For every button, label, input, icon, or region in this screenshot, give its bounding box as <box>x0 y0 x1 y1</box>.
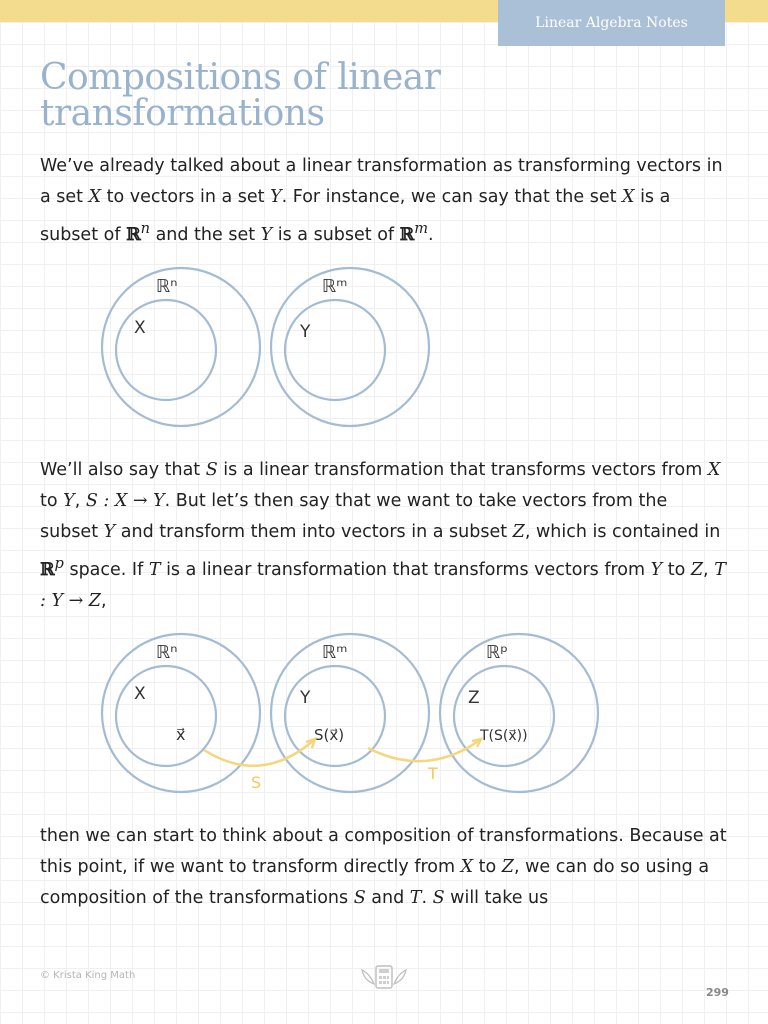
math-space: ℝ <box>399 224 415 245</box>
arrow-s-label: S <box>251 773 262 792</box>
text: We’ll also say that <box>40 460 206 480</box>
text: will take us <box>444 888 549 908</box>
outer-space-circle <box>271 268 429 426</box>
math-var: X <box>460 857 474 877</box>
transformation-paragraph <box>40 455 730 617</box>
math-var: Z <box>512 522 525 542</box>
arrow-s <box>204 740 314 766</box>
text: and the set <box>150 224 261 245</box>
arrow-t-label: T <box>428 764 438 783</box>
math-var: X <box>707 460 721 480</box>
text: then we can start to think about a composition of transformations. Because at this point, if we want to transform directly from <box>40 826 727 877</box>
text: to <box>40 491 64 511</box>
copyright-notice: © Krista King Math <box>40 970 136 981</box>
inner-set-circle <box>285 300 385 400</box>
page-title-line-2: transformations <box>40 93 325 134</box>
page-title <box>40 57 600 134</box>
text: to <box>662 559 691 580</box>
math-var: X <box>622 187 635 207</box>
section-header-label: Linear Algebra Notes <box>535 15 688 31</box>
text: . <box>421 888 433 908</box>
text: , <box>703 559 715 580</box>
subset-diagram <box>96 260 436 430</box>
image-s-label: S(x⃗) <box>314 726 345 744</box>
text: is a linear transformation that transforms vectors from <box>217 460 708 480</box>
math-var: T <box>409 888 422 908</box>
inner-set-circle <box>116 300 216 400</box>
math-space: ℝ <box>40 559 55 580</box>
set-label: X <box>134 318 146 338</box>
text: and transform them into vectors in a subset <box>115 522 513 542</box>
space-label: ℝᵖ <box>486 642 508 663</box>
text: to vectors in a set <box>101 187 271 207</box>
text: , we can do so using a composition of the transformations <box>40 857 710 908</box>
space-label: ℝᵐ <box>322 642 348 663</box>
text: . <box>428 224 434 245</box>
math-var: S <box>353 888 366 908</box>
calculator-logo-icon <box>360 962 408 992</box>
math-var: S <box>432 888 445 908</box>
image-t-label: T(S(x⃗)) <box>480 728 528 744</box>
math-var: X <box>88 187 102 207</box>
math-expression: S : X → Y <box>85 491 165 511</box>
inner-set-circle <box>116 666 216 766</box>
text: , <box>100 590 107 611</box>
math-var: Y <box>260 224 273 245</box>
page-title-line-1: Compositions of linear <box>40 57 441 98</box>
text: , <box>74 491 86 511</box>
math-expression: T : Y → Z <box>40 559 726 611</box>
math-var: Y <box>270 187 282 207</box>
text: and <box>365 888 410 908</box>
space-label: ℝⁿ <box>156 276 178 297</box>
text: . But let’s then say that we want to take vectors from the subset <box>40 491 668 542</box>
intro-paragraph <box>40 151 730 251</box>
math-var: Z <box>690 559 704 580</box>
outer-space-circle <box>102 268 260 426</box>
outer-space-circle <box>271 634 429 792</box>
composition-diagram <box>96 628 606 798</box>
text: is a subset of <box>40 187 671 245</box>
page-number: 299 <box>706 986 729 999</box>
math-var: S <box>205 460 218 480</box>
space-label: ℝⁿ <box>156 642 178 663</box>
composition-paragraph <box>40 821 730 914</box>
math-space: ℝ <box>126 224 141 245</box>
math-exponent: p <box>54 555 64 572</box>
outer-space-circle <box>440 634 598 792</box>
math-var: Y <box>63 491 75 511</box>
math-var: Y <box>103 522 116 542</box>
text: space. If <box>63 559 149 580</box>
text: is a subset of <box>272 224 400 245</box>
text: to <box>473 857 502 877</box>
set-label: X <box>134 684 146 704</box>
section-header-tab <box>498 0 725 46</box>
text: . For instance, we can say that the set <box>281 187 623 207</box>
math-var: Z <box>501 857 514 877</box>
set-label: Y <box>300 688 311 708</box>
space-label: ℝᵐ <box>322 276 348 297</box>
text: is a linear transformation that transforms vectors from <box>160 559 651 580</box>
math-var: Y <box>650 559 663 580</box>
set-label: Z <box>468 688 480 708</box>
text: , which is contained in <box>524 522 721 542</box>
set-label: Y <box>300 322 311 342</box>
inner-set-circle <box>454 666 554 766</box>
text: We’ve already talked about a linear transformation as transforming vectors in a set <box>40 156 723 207</box>
outer-space-circle <box>102 634 260 792</box>
vector-x-label: x⃗ <box>176 725 186 744</box>
math-var: T <box>148 559 161 580</box>
math-exponent: n <box>140 220 150 237</box>
math-exponent: m <box>414 220 429 237</box>
